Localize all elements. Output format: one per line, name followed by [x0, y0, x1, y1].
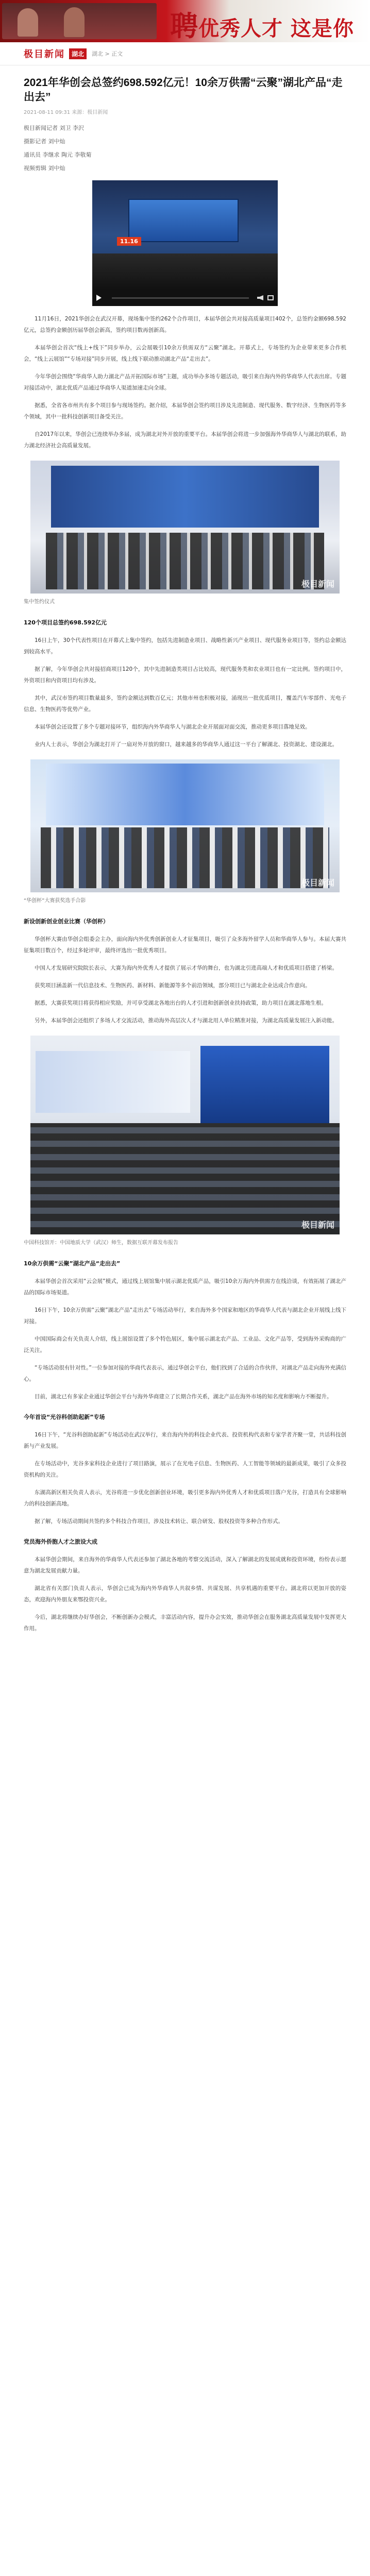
video-stamp: 11.16: [117, 237, 141, 246]
volume-icon[interactable]: [257, 295, 263, 300]
stage-screen: [200, 1046, 329, 1123]
banner-headline: [170, 4, 354, 42]
section-heading: 120个项目总签约698.592亿元: [24, 619, 107, 626]
paragraph: 自2017年以来，华创会已连续举办多届，成为湖北对外开放的重要平台。本届华创会将进一步加强海外华商华人与湖北的联系，助力湖北经济社会高质量发展。: [24, 431, 346, 449]
paragraph: 今后，湖北将继续办好华创会，不断创新办会模式，丰富活动内容，提升办会实效，推动华创会在服务湖北高质量发展中发挥更大作用。: [24, 1614, 346, 1632]
channel-badge[interactable]: 湖北: [69, 48, 87, 59]
paragraph: 获奖项目涵盖新一代信息技术、生物医药、新材料、新能源等多个前沿领域，部分项目已与湖北企业达成合作意向。: [35, 982, 311, 989]
video-player[interactable]: [92, 180, 278, 306]
article-photo: [30, 759, 340, 892]
section-heading: 新设创新创业创业比赛（华创杯）: [24, 918, 109, 925]
recruitment-banner[interactable]: [0, 0, 370, 42]
paragraph: 中国国际商会有关负责人介绍，线上展馆设置了多个特色展区，集中展示湖北农产品、工业品、文化产品等，受到海外采购商的广泛关注。: [24, 1336, 346, 1353]
paragraph: 本届华创会期间，来自海外的华商华人代表还参加了湖北各地的考察交流活动，深入了解湖北的发展成就和投资环境，纷纷表示愿意为湖北发展贡献力量。: [24, 1556, 346, 1574]
breadcrumb[interactable]: 湖北 > 正文: [92, 50, 123, 57]
photo-watermark: 极目新闻: [301, 1220, 334, 1230]
paragraph: 据悉，大赛获奖项目将获得相应奖励，并可享受湖北各地出台的人才引进和创新创业扶持政策，助力项目在湖北落地生根。: [35, 1000, 327, 1006]
stage-backdrop: [46, 764, 324, 825]
group-of-people: [41, 827, 329, 888]
site-header: [0, 42, 370, 65]
paragraph: 16日下午，10余万供需“云聚”湖北产品“走出去”专场活动举行，来自海外多个国家和地区的华商华人代表与湖北企业开展线上线下对接。: [24, 1307, 346, 1325]
section-heading: 10余万供需“云聚”湖北产品“走出去”: [24, 1260, 121, 1267]
byline-line: 极目新闻记者 刘卫 李沢: [24, 125, 84, 131]
paragraph: 另外，本届华创会还组织了多场人才交流活动，推动海外高层次人才与湖北用人单位精准对接，为湖北高质量发展注入新动能。: [35, 1018, 338, 1024]
stage-backdrop: [51, 466, 319, 528]
article-title: 2021年华创会总签约698.592亿元！10余万供需“云聚”湖北产品“走出去”: [24, 77, 343, 103]
article-body: [24, 313, 346, 1634]
paragraph: 本届华创会还设置了多个专题对接环节，组织海内外华商华人与湖北企业开展面对面交流，推动更多项目落地见效。: [35, 724, 311, 730]
video-audience: [92, 253, 278, 290]
article-content: [0, 65, 370, 1651]
paragraph: 今年华创会围绕“华商华人助力湖北产品开拓国际市场”主题，成功举办多场专题活动，吸引来自海内外的华商华人代表出席。专题对接活动中，湖北优质产品通过华商华人渠道加速走向全球。: [24, 374, 346, 391]
video-screen: [128, 199, 239, 242]
photo-caption: 集中签约仪式: [24, 599, 55, 605]
fullscreen-icon[interactable]: [267, 295, 274, 300]
paragraph: 16日下午，“光谷科创助起新”专场活动在武汉举行，来自海内外的科技企业代表、投资机构代表和专家学者齐聚一堂，共话科技创新与产业发展。: [24, 1432, 346, 1449]
byline: [24, 124, 346, 172]
photo-watermark: 极目新闻: [301, 878, 334, 888]
audience-seats: [30, 1123, 340, 1234]
video-controls: [92, 290, 278, 306]
photo-caption: “华创杯”大赛获奖选手合影: [24, 898, 86, 904]
paragraph: 本届华创会首次采用“云会展”模式，通过线上展馆集中展示湖北优质产品，吸引10余万海内外供需方在线洽谈，有效拓展了湖北产品的国际市场渠道。: [24, 1278, 346, 1296]
paragraph: 据了解，今年华创会共对接招商项目120个，其中先进制造类项目占比较高，现代服务类和农业项目也有一定比例。签约项目中，外资项目和内资项目均有涉及。: [24, 666, 346, 684]
photo-caption: 中国科技馆开：中国地质大学（武汉）师生，数据互联开幕发布报告: [24, 1240, 178, 1246]
section-heading: 党员海外侨胞人才之旅设大成: [24, 1538, 97, 1545]
article-photo: [30, 1036, 340, 1234]
byline-line: 通讯员 李继求 陶元 李敬菊: [24, 151, 92, 158]
paragraph: 本届华创会首次“线上+线下”同步举办，云会展吸引10余万供需双方“云聚”湖北。开幕式上，专场签约为企业带来更多合作机会，“线上云展馆”“专场对接”同步开展，线上线下联动推动湖北产品“走出去”。: [24, 345, 346, 362]
paragraph: 据了解，专场活动期间共签约多个科技合作项目，涉及技术转让、联合研发、股权投资等多种合作形式。: [35, 1518, 283, 1524]
paragraph: 湖北省有关部门负责人表示，华创会已成为海内外华商华人共叙乡情、共谋发展、共享机遇的重要平台。湖北将以更加开放的姿态，欢迎海内外朋友来鄂投资兴业。: [24, 1585, 346, 1603]
paragraph: 其中，武汉市签约项目数量最多，签约金额达到数百亿元；其他市州也积极对接，涌现出一批优质项目，覆盖汽车零部件、光电子信息、生物医药等优势产业。: [24, 695, 346, 713]
paragraph: 据悉，全省各市州共有多个项目参与现场签约。据介绍，本届华创会签约项目涉及先进制造、现代服务、数字经济、生物医药等多个领域，其中一批科技创新项目备受关注。: [24, 402, 346, 420]
video-frame: [92, 180, 278, 290]
paragraph: 中国人才发展研究院院长表示，大赛为海内外优秀人才提供了展示才华的舞台，也为湖北引进高端人才和优质项目搭建了桥梁。: [35, 965, 338, 971]
play-icon[interactable]: [96, 295, 102, 301]
paragraph: 东湖高新区相关负责人表示，光谷将进一步优化创新创业环境，吸引更多海内外优秀人才和优质项目落户光谷，打造具有全球影响力的科技创新高地。: [24, 1489, 346, 1507]
video-progress-bar[interactable]: [112, 297, 249, 299]
section-heading: 今年首设“光谷科创助起新”专场: [24, 1414, 105, 1420]
paragraph: “专场活动很有针对性。”一位参加对接的华商代表表示，通过华创会平台，他们找到了合适的合作伙伴，对湖北产品走向海外充满信心。: [24, 1365, 346, 1382]
photo-watermark: 极目新闻: [301, 579, 334, 589]
exhibition-panel: [36, 1051, 190, 1113]
site-logo[interactable]: 极目新闻: [24, 49, 65, 60]
paragraph: 11月16日，2021华创会在武汉开幕，现场集中签约262个合作项目，本届华创会共对接高质量项目402个，总签约金额698.592亿元，总签约金额创历届华创会新高，签约项目数再创新高。: [24, 316, 346, 333]
paragraph: 目前，湖北已有多家企业通过华创会平台与海外华商建立了长期合作关系，湖北产品在海外市场的知名度和影响力不断提升。: [35, 1394, 332, 1400]
group-of-people: [46, 533, 324, 589]
banner-photo: [2, 3, 157, 39]
article-meta: 2021-08-11 09:31 来源：极目新闻: [24, 110, 108, 115]
banner-headline-rest: 优秀人才 这是你: [198, 16, 354, 41]
article-photo: [30, 461, 340, 594]
byline-line: 摄影记者 刘中灿: [24, 138, 65, 145]
byline-line: 视频剪辑 刘中灿: [24, 165, 65, 172]
paragraph: 华创杯大赛由华创会组委会主办，面向海内外优秀创新创业人才征集项目，吸引了众多海外留学人员和华商华人参与。本届大赛共征集项目数百个，经过多轮评审，最终评选出一批优秀项目。: [24, 936, 346, 954]
paragraph: 业内人士表示，华创会为湖北打开了一扇对外开放的窗口，越来越多的华商华人通过这一平台了解湖北、投资湖北、建设湖北。: [35, 741, 338, 748]
banner-headline-big: 聘: [170, 9, 198, 42]
paragraph: 16日上午，30个代表性项目在开幕式上集中签约，包括先进制造业项目、战略性新兴产业项目、现代服务业项目等，签约总金额达到较高水平。: [24, 637, 346, 655]
paragraph: 在专场活动中，光谷多家科技企业进行了项目路演，展示了在光电子信息、生物医药、人工智能等领域的最新成果，吸引了众多投资机构的关注。: [24, 1461, 346, 1478]
